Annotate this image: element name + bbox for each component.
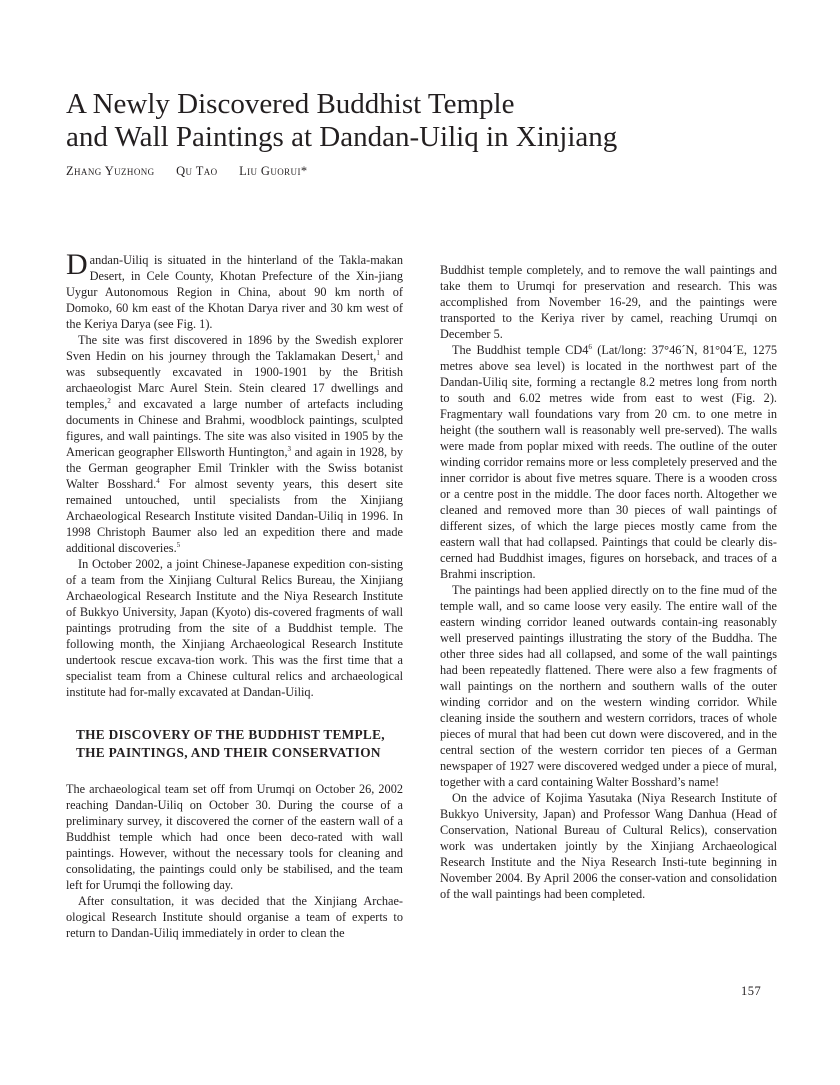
left-column bbox=[66, 248, 403, 941]
paragraph: Buddhist temple completely, and to remove the wall paintings and take them to Urumqi for preservation and research. This was accomplished from November 16-29, and the paintings were transported to the Keriya river by camel, reaching Urumqi on December 5. bbox=[440, 263, 777, 341]
footnote-marker: 2 bbox=[107, 396, 111, 405]
right-column bbox=[440, 262, 777, 902]
section-heading-line: THE PAINTINGS, AND THEIR CONSERVATION bbox=[76, 745, 381, 760]
paragraph-text: andan-Uiliq is situated in the hinterland of the Takla-makan Desert, in Cele County, Khotan Prefecture of the Xin-jiang Uygur Autonomous Region in China, about 90 km north of Domoko, 60 km east of the Khotan Darya river and 30 km west of the Keriya Darya (see Fig. 1). bbox=[66, 253, 403, 331]
paragraph-text: The site was first discovered in 1896 by the Swedish explorer Sven Hedin on his journey through the Taklamakan Desert, bbox=[66, 333, 403, 363]
footnote-marker: 4 bbox=[156, 476, 160, 485]
section-heading-line: THE DISCOVERY OF THE BUDDHIST TEMPLE, bbox=[76, 727, 385, 742]
author-list bbox=[66, 164, 326, 179]
paragraph-text: For almost seventy years, this desert site remained untouched, until specialists from the Xinjiang Archaeological Research Institute visited Dandan-Uiliq in 1996. In 1998 Christoph Baumer also led an expedition there and made additional discoveries. bbox=[66, 477, 403, 555]
paragraph: On the advice of Kojima Yasutaka (Niya Research Institute of Bukkyo University, Japan) and Professor Wang Danhua (Head of Conservation, National Bureau of Cultural Relics), conservation work was undertaken jointly by the Xinjiang Archaeological Research Institute and the Niya Research Insti-tute beginning in November 2004. By April 2006 the conser-vation and consolidation of the wall paintings had been completed. bbox=[440, 791, 777, 901]
paragraph: After consultation, it was decided that the Xinjiang Archae-ological Research Institute should organise a team of experts to return to Dandan-Uiliq immediately in order to clean the bbox=[66, 894, 403, 940]
paragraph-text: (Lat/long: 37°46´N, 81°04´E, 1275 metres above sea level) is located in the northwest part of the Dandan-Uiliq site, forming a rectangle 8.2 metres long from north to south and 6.02 metres wide from east to west (Fig. 2). Fragmentary wall foundations vary from 20 cm. to one metre in height (the southern wall is reasonably well pre-served). The walls were made from poplar mixed with reeds. The outline of the outer winding corridor remains more or less completely preserved and the inner corridor is about five metres square. There is a wooden cross or a centre post in the middle. The door faces north. Altogether we cleaned and removed more than 30 pieces of wall paintings of different sizes, of which the large pieces mostly came from the eastern wall that had collapsed. Paintings that could be clearly dis-cerned had Buddhist images, figures on horseback, and traces of a Brahmi inscription. bbox=[440, 343, 777, 581]
paragraph-text: and was subsequently excavated in 1900-1901 by the British archaeologist Marc Aurel Stein. Stein cleared 17 dwellings and temples, bbox=[66, 349, 403, 411]
author-name: Liu Guorui* bbox=[239, 164, 308, 178]
title-line-1: A Newly Discovered Buddhist Temple bbox=[66, 88, 515, 120]
paragraph: In October 2002, a joint Chinese-Japanese expedition con-sisting of a team from the Xinjiang Cultural Relics Bureau, the Xinjiang Archaeological Research Institute and the Niya Research Institute of Bukkyo University, Japan (Kyoto) dis-covered fragments of wall paintings protruding from the site of a Buddhist temple. The following month, the Xinjiang Archaeological Research Institute undertook rescue excava-tion work. This was the first time that a specialist team from a Chinese cultural relics and archaeological institute had for-mally excavated at Dandan-Uiliq. bbox=[66, 557, 403, 699]
paragraph-text: and excavated a large number of artefacts including documents in Chinese and Brahmi, woodblock paintings, sculpted figures, and wall paintings. The site was also visited in 1905 by the American geographer Ellsworth Huntington, bbox=[66, 397, 403, 459]
paragraph bbox=[66, 248, 403, 332]
title-line-2: and Wall Paintings at Dandan-Uiliq in Xinjiang bbox=[66, 121, 618, 153]
footnote-marker: 6 bbox=[588, 342, 592, 351]
footnote-marker: 5 bbox=[176, 540, 181, 549]
paragraph-text: The Buddhist temple CD4 bbox=[452, 343, 589, 357]
paragraph: The archaeological team set off from Urumqi on October 26, 2002 reaching Dandan-Uiliq on October 30. During the course of a preliminary survey, it discovered the corner of the eastern wall of a Buddhist temple which had once been deco-rated with wall paintings. However, without the necessary tools for cleaning and consolidating, the paintings could only be stabilised, and the team left for Urumqi the following day. bbox=[66, 782, 403, 892]
footnote-marker: 3 bbox=[287, 444, 292, 453]
section-heading bbox=[76, 726, 403, 762]
author-name: Qu Tao bbox=[176, 164, 218, 178]
author-name: Zhang Yuzhong bbox=[66, 164, 155, 178]
footnote-marker: 1 bbox=[376, 348, 380, 357]
page-number: 157 bbox=[741, 984, 762, 998]
paragraph-text: and again in 1928, by the German geographer Emil Trinkler with the Swiss botanist Walter Bosshard. bbox=[66, 445, 403, 491]
paragraph: The paintings had been applied directly on to the fine mud of the temple wall, and so came loose very easily. The entire wall of the eastern winding corridor leaned outwards contain-ing reasonably well preserved paintings illustrating the story of the Buddha. The other three sides had all collapsed, and some of the wall paintings had been repeatedly flattened. There were also a few fragments of wall paintings on the northern and southern walls of the outer winding corridor and on the western winding corridor. While cleaning inside the southern and western corridors, traces of whole pieces of mural that had been cut down were discovered, and in the central section of the western corridor ten pieces of a German newspaper of 1927 were discovered wedged under a piece of mural, together with a card containing Walter Bosshard’s name! bbox=[440, 583, 777, 789]
paragraph bbox=[440, 342, 777, 582]
article-title bbox=[66, 88, 786, 154]
paragraph bbox=[66, 332, 403, 556]
drop-cap: D bbox=[66, 248, 88, 281]
